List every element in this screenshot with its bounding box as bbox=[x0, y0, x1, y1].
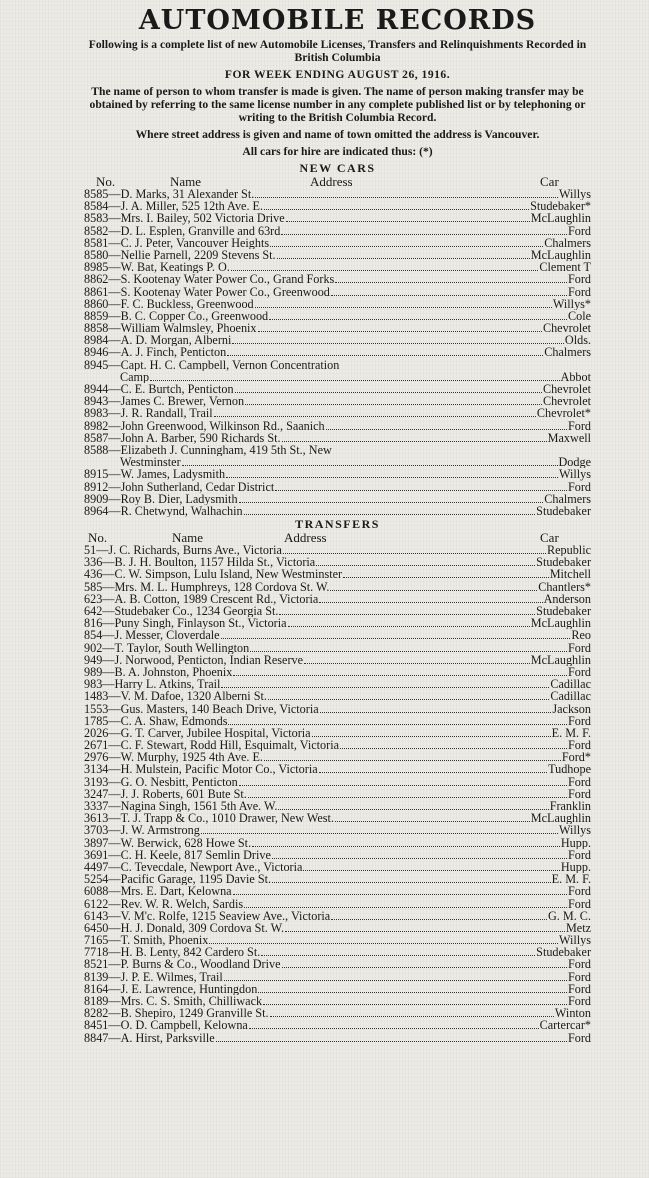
list-item bbox=[84, 824, 591, 836]
entry-text: 336—B. J. H. Boulton, 1157 Hilda St., Victoria bbox=[84, 556, 316, 569]
list-item bbox=[84, 456, 591, 468]
dot-leader bbox=[263, 1004, 567, 1005]
dot-leader bbox=[239, 785, 567, 786]
list-item bbox=[84, 678, 591, 690]
col-car: Car bbox=[540, 530, 559, 546]
entry-car: Studebaker bbox=[536, 504, 591, 518]
entry-car: Hupp. bbox=[560, 860, 591, 874]
dot-leader bbox=[277, 258, 530, 259]
entry-text: 902—T. Taylor, South Wellington bbox=[84, 641, 250, 654]
list-item bbox=[84, 642, 591, 654]
list-item bbox=[84, 544, 591, 556]
entry-text: 3897—W. Berwick, 628 Howe St. bbox=[84, 836, 252, 849]
entry-car: Chantlers* bbox=[538, 580, 591, 593]
list-item bbox=[84, 188, 591, 200]
page-title: AUTOMOBILE RECORDS bbox=[138, 5, 537, 36]
dot-leader bbox=[270, 246, 543, 247]
entry-text: 8588—Elizabeth J. Cunningham, 419 5th St., New bbox=[84, 443, 332, 457]
entry-text: 3613—T. J. Trapp & Co., 1010 Drawer, New West. bbox=[84, 812, 334, 825]
entry-car: Ford bbox=[567, 787, 591, 800]
list-item bbox=[84, 395, 591, 407]
dot-leader bbox=[235, 392, 542, 393]
entry-car: Chevrolet* bbox=[536, 407, 591, 420]
entry-car: Ford bbox=[567, 714, 591, 727]
entry-text: 1785—C. A. Shaw, Edmonds bbox=[84, 714, 228, 727]
entry-text: 8164—J. E. Lawrence, Huntingdon bbox=[84, 982, 258, 995]
list-item bbox=[84, 273, 591, 285]
list-item bbox=[84, 995, 591, 1007]
dot-leader bbox=[224, 980, 567, 981]
entry-car: Reo bbox=[571, 629, 591, 642]
entry-car: Studebaker bbox=[536, 556, 591, 569]
hire-note: All cars for hire are indicated thus: (*) bbox=[242, 145, 433, 158]
list-item bbox=[84, 666, 591, 678]
list-item bbox=[84, 1007, 591, 1019]
entry-car: Ford bbox=[567, 419, 591, 432]
entry-text: 8521—P. Burns & Co., Woodland Drive bbox=[84, 958, 281, 971]
entry-car: Cartercar* bbox=[539, 1019, 591, 1032]
entry-text: 623—A. B. Cotton, 1989 Crescent Rd., Victoria bbox=[84, 592, 319, 605]
list-item bbox=[84, 873, 591, 885]
col-car: Car bbox=[540, 174, 559, 189]
entry-text: 4497—C. Tevecdale, Newport Ave., Victoria bbox=[84, 860, 303, 874]
col-address: Address bbox=[310, 174, 353, 189]
list-item bbox=[84, 383, 591, 395]
entry-text: 8964—R. Chetwynd, Walhachin bbox=[84, 504, 243, 518]
list-item bbox=[84, 703, 591, 715]
entry-text: 854—J. Messer, Cloverdale bbox=[84, 629, 220, 642]
entry-text: 8912—John Sutherland, Cedar District bbox=[84, 480, 275, 493]
entry-text: 983—Harry L. Atkins, Trail bbox=[84, 678, 221, 691]
list-item bbox=[84, 334, 591, 346]
entry-text: 5254—Pacific Garage, 1195 Davie St. bbox=[84, 873, 272, 886]
dot-leader bbox=[326, 429, 567, 430]
list-item bbox=[84, 788, 591, 800]
entry-text: 6450—H. J. Donald, 309 Cordova St. W. bbox=[84, 921, 285, 935]
dot-leader bbox=[282, 967, 567, 968]
entry-text: 7718—H. B. Lenty, 842 Cardero St. bbox=[84, 946, 261, 959]
transfers-heading: TRANSFERS bbox=[295, 517, 380, 532]
entry-text: 8915—W. James, Ladysmith bbox=[84, 468, 226, 481]
list-item bbox=[84, 739, 591, 751]
dot-leader bbox=[244, 907, 567, 908]
dot-leader bbox=[214, 416, 536, 417]
entry-car: McLaughlin bbox=[530, 812, 591, 825]
intro-line: Following is a complete list of new Automobile Licenses, Transfers and Relinquishments Recorded in British Columbia bbox=[88, 38, 587, 64]
dot-leader bbox=[221, 638, 571, 639]
list-item bbox=[84, 617, 591, 629]
entry-car: Tudhope bbox=[548, 763, 591, 776]
entry-text: 3691—C. H. Keele, 817 Semlin Drive bbox=[84, 848, 271, 861]
entry-car: Willys bbox=[558, 468, 591, 481]
entry-text: 3703—J. W. Armstrong bbox=[84, 824, 200, 837]
entry-car: Studebaker* bbox=[530, 200, 591, 213]
entry-car: G. M. C. bbox=[547, 909, 591, 922]
address-note: Where street address is given and name of town omitted the address is Vancouver. bbox=[135, 128, 540, 141]
dot-leader bbox=[272, 858, 567, 859]
entry-text: 8189—Mrs. C. S. Smith, Chilliwack bbox=[84, 995, 263, 1008]
list-item bbox=[84, 322, 591, 334]
entry-car: E. M. F. bbox=[551, 726, 591, 740]
dot-leader bbox=[283, 553, 546, 554]
dot-leader bbox=[275, 490, 567, 491]
list-item bbox=[84, 359, 591, 371]
entry-text: 2976—W. Murphy, 1925 4th Ave. E. bbox=[84, 751, 263, 764]
entry-car: Anderson bbox=[543, 592, 591, 605]
dot-leader bbox=[331, 919, 547, 920]
entry-car: Hupp. bbox=[560, 836, 591, 849]
col-name: Name bbox=[172, 530, 204, 546]
list-item bbox=[84, 800, 591, 812]
dot-leader bbox=[270, 1016, 554, 1017]
entry-text: 6088—Mrs. E. Dart, Kelowna bbox=[84, 885, 232, 898]
entry-car: Metz bbox=[565, 921, 591, 935]
entry-car: Willys bbox=[558, 934, 591, 947]
entry-text: 8585—D. Marks, 31 Alexander St. bbox=[84, 188, 255, 201]
list-item bbox=[84, 812, 591, 824]
entry-car: Chevrolet bbox=[542, 322, 591, 335]
list-item bbox=[84, 885, 591, 897]
dot-leader bbox=[319, 772, 547, 773]
dot-leader bbox=[269, 319, 567, 320]
list-item bbox=[84, 593, 591, 605]
dot-leader bbox=[255, 307, 552, 308]
transfers-column-headers bbox=[84, 531, 591, 544]
entry-text: 642—Studebaker Co., 1234 Georgia St. bbox=[84, 605, 279, 618]
entry-text: 1553—Gus. Masters, 140 Beach Drive, Victoria bbox=[84, 702, 319, 715]
dot-leader bbox=[285, 931, 565, 932]
entry-text: 8582—D. L. Esplen, Granville and 63rd bbox=[84, 224, 281, 237]
dot-leader bbox=[182, 465, 558, 466]
dot-leader bbox=[228, 724, 567, 725]
entry-car: Ford bbox=[567, 848, 591, 861]
entry-text: 8946—A. J. Finch, Penticton bbox=[84, 346, 227, 359]
entry-car: Ford bbox=[567, 958, 591, 971]
list-item bbox=[84, 249, 591, 261]
list-item bbox=[84, 481, 591, 493]
list-item bbox=[84, 849, 591, 861]
entry-text: 8982—John Greenwood, Wilkinson Rd., Saanich bbox=[84, 419, 325, 432]
entry-text: 3193—G. O. Nesbitt, Penticton bbox=[84, 775, 238, 788]
dot-leader bbox=[249, 1028, 539, 1029]
entry-text: 436—C. W. Simpson, Lulu Island, New Westminster bbox=[84, 568, 343, 581]
entry-car: Ford bbox=[567, 982, 591, 995]
dot-leader bbox=[331, 295, 567, 296]
entry-car: Chevrolet bbox=[542, 383, 591, 396]
dot-leader bbox=[239, 502, 544, 503]
entry-text: 8862—S. Kootenay Water Power Co., Grand Forks bbox=[84, 273, 335, 286]
entry-car: Ford bbox=[567, 970, 591, 983]
list-item bbox=[84, 934, 591, 946]
new-cars-list bbox=[84, 188, 591, 517]
list-item bbox=[84, 983, 591, 995]
entry-car: Ford bbox=[567, 775, 591, 788]
entry-car: Ford bbox=[567, 285, 591, 298]
list-item bbox=[84, 861, 591, 873]
dot-leader bbox=[335, 282, 567, 283]
entry-car: Abbot bbox=[560, 370, 591, 383]
entry-car: Studebaker bbox=[536, 946, 591, 959]
dot-leader bbox=[312, 736, 551, 737]
list-item bbox=[84, 715, 591, 727]
dot-leader bbox=[258, 331, 542, 332]
list-item bbox=[84, 1032, 591, 1044]
list-item bbox=[84, 407, 591, 419]
dot-leader bbox=[264, 760, 561, 761]
entry-car: Winton bbox=[554, 1007, 591, 1020]
entry-text: 8945—Capt. H. C. Campbell, Vernon Concentration bbox=[84, 358, 340, 371]
list-item bbox=[84, 763, 591, 775]
entry-text: Westminster bbox=[120, 456, 181, 469]
list-item bbox=[84, 212, 591, 224]
entry-car: Ford bbox=[567, 273, 591, 286]
entry-text: 8909—Roy B. Dier, Ladysmith bbox=[84, 492, 238, 505]
week-ending: FOR WEEK ENDING AUGUST 26, 1916. bbox=[224, 68, 451, 81]
entry-car: McLaughlin bbox=[530, 212, 591, 225]
dot-leader bbox=[279, 614, 535, 615]
entry-car: Chalmers bbox=[544, 236, 591, 249]
dot-leader bbox=[216, 1041, 567, 1042]
entry-text: 8985—W. Bat, Keatings P. O. bbox=[84, 261, 230, 274]
list-item bbox=[84, 958, 591, 970]
list-item bbox=[84, 261, 591, 273]
list-item bbox=[84, 225, 591, 237]
entry-car: Studebaker bbox=[536, 605, 591, 618]
entry-text: 816—Puny Singh, Finlayson St., Victoria bbox=[84, 617, 287, 630]
list-item bbox=[84, 971, 591, 983]
entry-car: Ford bbox=[567, 885, 591, 898]
entry-car: Ford bbox=[567, 641, 591, 654]
list-item bbox=[84, 751, 591, 763]
entry-car: Chevrolet bbox=[542, 395, 591, 408]
entry-car: Clement T bbox=[539, 261, 591, 274]
entry-text: 1483—V. M. Dafoe, 1320 Alberni St. bbox=[84, 690, 267, 703]
entry-car: Chalmers bbox=[544, 346, 591, 359]
list-item bbox=[84, 556, 591, 568]
entry-car: Willys* bbox=[552, 297, 591, 310]
dot-leader bbox=[319, 602, 542, 603]
entry-car: Ford bbox=[567, 480, 591, 493]
list-item bbox=[84, 468, 591, 480]
entry-text: 51—J. C. Richards, Burns Ave., Victoria bbox=[84, 544, 282, 557]
list-item bbox=[84, 286, 591, 298]
entry-car: Ford bbox=[567, 897, 591, 910]
entry-text: Camp bbox=[120, 370, 150, 383]
list-item bbox=[84, 505, 591, 517]
dot-leader bbox=[150, 380, 559, 381]
entry-car: Dodge bbox=[558, 456, 591, 469]
new-cars-heading: NEW CARS bbox=[299, 161, 376, 175]
list-item bbox=[84, 837, 591, 849]
dot-leader bbox=[201, 833, 558, 834]
entry-text: 8581—C. J. Peter, Vancouver Heights bbox=[84, 236, 270, 249]
dot-leader bbox=[303, 870, 559, 871]
entry-text: 8583—Mrs. I. Bailey, 502 Victoria Drive bbox=[84, 212, 285, 225]
list-item bbox=[84, 629, 591, 641]
dot-leader bbox=[286, 221, 530, 222]
dot-leader bbox=[320, 712, 552, 713]
entry-car: Ford bbox=[567, 1031, 591, 1044]
entry-text: 8584—J. A. Miller, 525 12th Ave. E. bbox=[84, 200, 264, 213]
entry-text: 2026—G. T. Carver, Jubilee Hospital, Victoria bbox=[84, 726, 311, 740]
entry-car: E. M. F. bbox=[551, 873, 591, 886]
entry-text: 8860—F. C. Buckless, Greenwood bbox=[84, 297, 254, 310]
list-item bbox=[84, 200, 591, 212]
dot-leader bbox=[232, 343, 564, 344]
col-name: Name bbox=[170, 174, 202, 189]
dot-leader bbox=[268, 699, 549, 700]
dot-leader bbox=[209, 943, 558, 944]
dot-leader bbox=[226, 477, 558, 478]
list-item bbox=[84, 444, 591, 456]
dot-leader bbox=[282, 441, 547, 442]
entry-car: Maxwell bbox=[547, 431, 591, 444]
dot-leader bbox=[340, 748, 567, 749]
dot-leader bbox=[244, 514, 536, 515]
list-item bbox=[84, 493, 591, 505]
dot-leader bbox=[272, 882, 551, 883]
entry-car: Mitchell bbox=[549, 568, 591, 581]
entry-text: 3134—H. Mulstein, Pacific Motor Co., Victoria bbox=[84, 763, 318, 776]
new-cars-column-headers bbox=[84, 175, 591, 188]
entry-text: 6122—Rev. W. R. Welch, Sardis bbox=[84, 897, 244, 910]
entry-car: McLaughlin bbox=[530, 653, 591, 666]
entry-text: 3337—Nagina Singh, 1561 5th Ave. W. bbox=[84, 800, 278, 813]
entry-car: Cole bbox=[567, 309, 591, 323]
entry-car: Franklin bbox=[549, 800, 591, 813]
list-item bbox=[84, 654, 591, 666]
dot-leader bbox=[330, 590, 537, 591]
entry-text: 8587—John A. Barber, 590 Richards St. bbox=[84, 431, 281, 444]
intro-paragraph: The name of person to whom transfer is made is given. The name of person making transfer may be obtained by referring to the same license number in any complete published list or by telephoning or writing to the British Columbia Record. bbox=[89, 85, 586, 124]
list-item bbox=[84, 371, 591, 383]
dot-leader bbox=[304, 663, 530, 664]
entry-text: 8451—O. D. Campbell, Kelowna bbox=[84, 1019, 248, 1032]
dot-leader bbox=[233, 675, 567, 676]
entry-text: 8139—J. P. E. Wilmes, Trail bbox=[84, 970, 223, 983]
dot-leader bbox=[258, 992, 567, 993]
dot-leader bbox=[227, 355, 543, 356]
list-item bbox=[84, 776, 591, 788]
entry-car: Jackson bbox=[552, 702, 591, 715]
entry-text: 8984—A. D. Morgan, Alberni bbox=[84, 334, 232, 347]
entry-car: McLaughlin bbox=[530, 617, 591, 630]
list-item bbox=[84, 1019, 591, 1031]
dot-leader bbox=[316, 565, 535, 566]
dot-leader bbox=[343, 577, 549, 578]
entry-text: 989—B. A. Johnston, Phoenix bbox=[84, 665, 233, 679]
list-item bbox=[84, 946, 591, 958]
entry-car: Ford bbox=[567, 995, 591, 1008]
list-item bbox=[84, 605, 591, 617]
intro bbox=[84, 38, 591, 158]
entry-text: 8983—J. R. Randall, Trail bbox=[84, 407, 213, 420]
list-item bbox=[84, 727, 591, 739]
entry-text: 7165—T. Smith, Phoenix bbox=[84, 934, 209, 947]
list-item bbox=[84, 420, 591, 432]
transfers-list bbox=[84, 544, 591, 1044]
dot-leader bbox=[264, 209, 529, 210]
entry-text: 585—Mrs. M. L. Humphreys, 128 Cordova St. W. bbox=[84, 580, 330, 593]
dot-leader bbox=[288, 626, 530, 627]
dot-leader bbox=[221, 687, 549, 688]
col-address: Address bbox=[284, 530, 327, 546]
dot-leader bbox=[255, 197, 558, 198]
dot-leader bbox=[335, 821, 530, 822]
entry-text: 8282—B. Shepiro, 1249 Granville St. bbox=[84, 1007, 269, 1020]
entry-car: Republic bbox=[546, 544, 591, 557]
entry-text: 8858—William Walmsley, Phoenix bbox=[84, 322, 257, 335]
entry-car: McLaughlin bbox=[530, 248, 591, 262]
entry-car: Olds. bbox=[564, 334, 591, 347]
entry-text: 949—J. Norwood, Penticton, Indian Reserve bbox=[84, 653, 304, 666]
entry-car: Ford bbox=[567, 739, 591, 752]
list-item bbox=[84, 922, 591, 934]
entry-text: 8944—C. E. Burtch, Penticton bbox=[84, 383, 234, 396]
list-item bbox=[84, 581, 591, 593]
entry-text: 6143—V. M'c. Rolfe, 1215 Seaview Ave., Victoria bbox=[84, 909, 331, 922]
dot-leader bbox=[261, 955, 535, 956]
list-item bbox=[84, 346, 591, 358]
entry-car: Ford* bbox=[561, 751, 591, 764]
list-item bbox=[84, 310, 591, 322]
dot-leader bbox=[281, 234, 567, 235]
dot-leader bbox=[233, 894, 567, 895]
list-item bbox=[84, 568, 591, 580]
entry-car: Ford bbox=[567, 665, 591, 679]
dot-leader bbox=[278, 809, 548, 810]
entry-car: Cadillac bbox=[550, 678, 591, 691]
list-item bbox=[84, 298, 591, 310]
entry-car: Willys bbox=[558, 188, 591, 201]
list-item bbox=[84, 690, 591, 702]
list-item bbox=[84, 910, 591, 922]
entry-text: 2671—C. F. Stewart, Rodd Hill, Esquimalt, Victoria bbox=[84, 739, 340, 752]
list-item bbox=[84, 898, 591, 910]
dot-leader bbox=[250, 651, 567, 652]
entry-text: 8847—A. Hirst, Parksville bbox=[84, 1031, 215, 1044]
dot-leader bbox=[231, 270, 539, 271]
entry-text: 8861—S. Kootenay Water Power Co., Greenwood bbox=[84, 285, 330, 298]
entry-text: 8943—James C. Brewer, Vernon bbox=[84, 395, 245, 408]
dot-leader bbox=[245, 404, 542, 405]
entry-car: Ford bbox=[567, 224, 591, 237]
dot-leader bbox=[248, 797, 567, 798]
entry-car: Willys bbox=[558, 824, 591, 837]
dot-leader bbox=[252, 846, 560, 847]
entry-text: 8859—B. C. Copper Co., Greenwood bbox=[84, 309, 269, 323]
col-no: No. bbox=[88, 530, 108, 546]
entry-car: Chalmers bbox=[544, 492, 591, 505]
entry-text: 3247—J. J. Roberts, 601 Bute St. bbox=[84, 787, 247, 800]
col-no: No. bbox=[96, 174, 116, 189]
entry-car: Cadillac bbox=[550, 690, 591, 703]
list-item bbox=[84, 432, 591, 444]
entry-text: 8580—Nellie Parnell, 2209 Stevens St. bbox=[84, 248, 276, 262]
list-item bbox=[84, 237, 591, 249]
